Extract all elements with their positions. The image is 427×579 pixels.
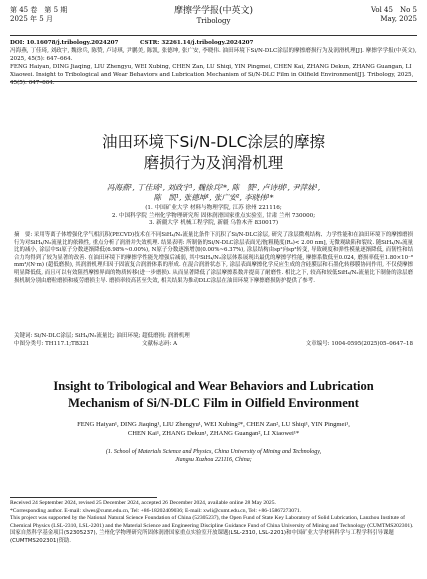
- keywords-cn: 关键词: Si/N-DLC涂层; SiH₄/N₂流量比; 油田环境; 超低磨损; 润滑机理: [14, 333, 190, 339]
- title-en: Insight to Tribological and Wear Behaviors and Lubrication Mechanism of Si/N-DLC Film in Oilfield Environment: [53, 379, 374, 410]
- running-header: [10, 6, 417, 36]
- corresponding-author: *Corresponding author. E-mail: xlwes@cumt.edu.cn, Tel: +86-18202409036; E-mail: xwli@cumt.edu.cn, Tel: +86-15867273071.: [10, 507, 302, 514]
- classification-row: [14, 341, 413, 349]
- authors-en: FENG Haiyan¹, DING Jiaqing¹, LIU Zhengyu¹, WEI Xubing²*, CHEN Zan², LU Shiqi¹, YIN Pingmei¹, CHEN Kai¹, ZHANG Dekun¹, ZHANG Guangan², LI Xiaowei¹*: [77, 421, 350, 437]
- doi[interactable]: DOI: 10.16078/j.tribology.2024207: [10, 40, 119, 46]
- article-number: 文章编号: 1004-0595(2025)05–0647–18: [305, 341, 413, 347]
- document-code: 文献标志码: A: [142, 341, 178, 347]
- title-cn: 油田环境下Si/N-DLC涂层的摩擦 磨损行为及润滑机理: [102, 133, 325, 172]
- affiliations-cn: (1. 中国矿业大学 材料与物理学院, 江苏 徐州 221116; 2. 中国科学院 兰州化学物理研究所 固体润滑国家重点实验室, 甘肃 兰州 730000; 3. 新疆大学 机械工程学院, 新疆 乌鲁木齐 830017): [111, 205, 316, 227]
- citation-cn: 冯海燕, 丁佳琦, 刘政宇, 魏徐兵, 陈赞, 卢诗琪, 尹鹏美, 陈凯, 张德坤, 张广安, 李晓伟. 油田环境下Si/N-DLC涂层的摩擦磨损行为及润滑机理[J]. 摩擦学学报(中英文), 2025, 45(5): 647–664.: [10, 48, 417, 62]
- clc-number: 中图分类号: TH117.1;TB321: [14, 341, 90, 347]
- citation-en: FENG Haiyan, DING Jiaqing, LIU Zhengyu, WEI Xubing, CHEN Zan, LU Shiqi, YIN Pingmei, CHEN Kai, ZHANG Dekun, ZHANG Guangan, LI Xiaowei. Insight to Tribological and Wear Behaviors and Lubrication Mechanism of Si/N-DLC Film in Oilfield Environment[J]. Tribology, 2025, 45(5): 647–664.: [10, 64, 414, 86]
- header-rule: [10, 35, 417, 36]
- footnotes: [10, 500, 417, 545]
- footnote-rule: [10, 497, 157, 498]
- abstract-cn: 摘 要: 采用等离子体增强化学气相沉积(PECVD)技术在不同SiH₄/N₂流量比条件下沉积了Si/N-DLC涂层, 研究了涂层微观结构、力学性能和在油田环境下的摩擦磨损行为对SiH₄/N₂流量比的依赖性, 重点分析了润滑并失效机理. 结果表明: 所制备的Si/N-DLC涂层表面光滑[粗糙度(Rₐ)< 2.00 nm], 无微观缺陷和裂纹. 随SiH₄/N₂流量比的减小, 涂层中Si原子分数逐渐降低(6.98%~0.00%), N原子分数逐渐增加(0.00%~6.37%), 涂层结构由sp²向sp³转变, 导致硬度和弹性模量逐渐降低, 而韧性和结合力均得到了较为显著的改善. 在油田环境下的摩擦学性能先增强后减弱, 其中SiH₄/N₂涂层体系展现出最优的摩擦学性能, 摩擦系数低至0.024, 磨损率低至1.80×10⁻⁸ mm³/(N·m) (超低磨损), 其润滑机理归因于固液复合润滑体系的形成. 在混合润滑状态下, 涂层表面摩擦化学反应生成的含硅膜层和石墨化转移膜协同作用, 不仅使摩擦明显降低低, 而且可以有效阻挡摩擦界面的物质转移(进一步磨损). 从而显著降低了涂层摩擦系数并提高了耐磨性. 相比之下, 较高和较低SiH₄/N₂流量比下制备的涂层磨损机制分别由磨粒磨损和疲劳磨损主导. 磨损率较高甚至失效, 相关结果为推动DLC涂层在油田环境下摩擦磨损防护提供了参考.: [14, 232, 413, 284]
- funding-cn: 国家自然科学基金项目(52305237), 兰州化学物理研究所固体润滑国家重点实验室开放课题(LSL-2310, LSL-2201)和中国矿业大学材料科学与工程学科引导课题(CUMTMS202301)资助.: [10, 530, 394, 544]
- received-dates: Received 24 September 2024, revised 25 December 2024, accepted 26 December 2024, available online 28 May 2025.: [10, 500, 276, 506]
- journal-name: 摩擦学学报(中英文) Tribology: [173, 6, 254, 25]
- issue-info-en: Vol 45 No 5 May, 2025: [370, 6, 417, 23]
- citation-rule: [10, 81, 417, 82]
- authors-cn: 冯海燕¹, 丁佳琦¹, 刘政宇¹, 魏徐兵²*, 陈 赞², 卢诗琪¹, 尹萍妹¹, 陈 凯¹, 张德坤¹, 张广安², 李晓伟¹*: [106, 183, 321, 202]
- affiliations-en: (1. School of Materials Science and Physics, China University of Mining and Technology, Jiangsu Xuzhou 221116, China;: [105, 449, 322, 463]
- funding-en: This project was supported by the National Natural Science Foundation of China (52305237), the Open Fund of State Key Laboratory of Solid Lubrication, Lanzhou Institute of Chemical Physics (LSL-2310, LSL-2201) and the Material Science and Engineering Discipline Guidance Fund of China University of Mining and Technology (CUMTMS202301).: [10, 515, 414, 529]
- cstr: CSTR: 32261.14/j.tribology.2024207: [140, 40, 254, 46]
- identifiers: [10, 39, 417, 47]
- issue-info-cn: 第 45 卷 第 5 期 2025 年 5 月: [10, 6, 68, 23]
